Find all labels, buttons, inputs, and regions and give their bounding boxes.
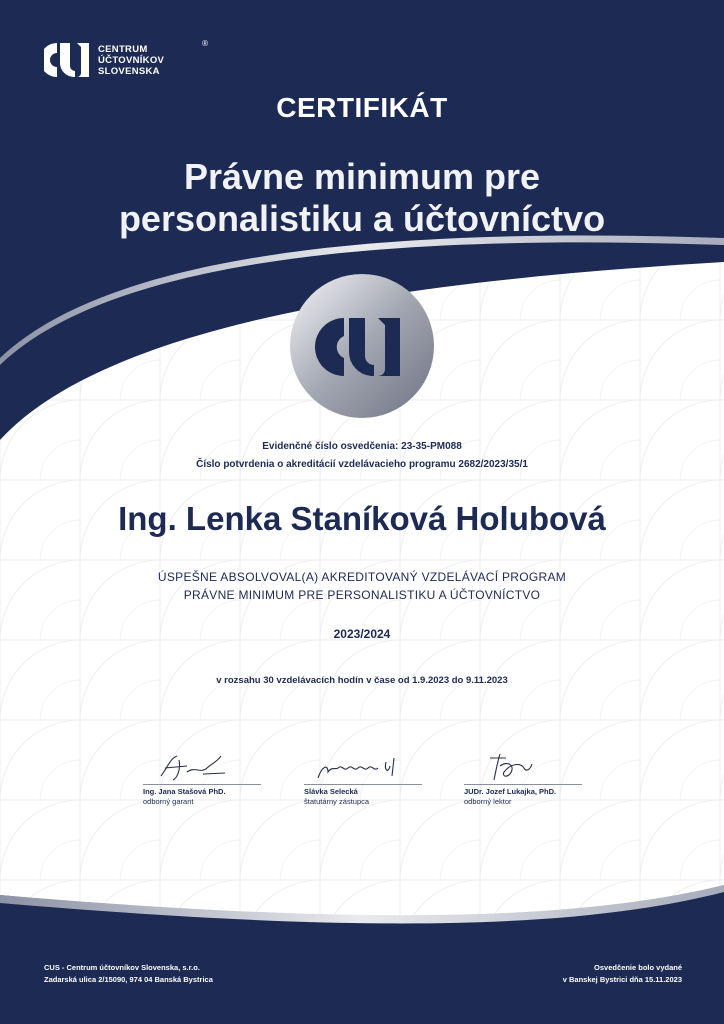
program-title-line: Právne minimum pre bbox=[183, 156, 541, 197]
certificate-title: CERTIFIKÁT bbox=[276, 92, 448, 123]
cus-monogram-icon bbox=[44, 42, 90, 78]
signature-line bbox=[464, 784, 582, 785]
registered-mark: ® bbox=[202, 38, 209, 48]
signature-line bbox=[143, 784, 261, 785]
completion-line: ÚSPEŠNE ABSOLVOVAL(A) AKREDITOVANÝ VZDELÁVACÍ PROGRAM bbox=[157, 570, 567, 584]
footer-line: CUS - Centrum účtovníkov Slovenska, s.r.o. bbox=[44, 963, 200, 972]
completion-line: PRÁVNE MINIMUM PRE PERSONALISTIKU A ÚČTOVNÍCTVO bbox=[183, 588, 541, 602]
accreditation-number: Číslo potvrdenia o akreditácií vzdelávacieho programu 2682/2023/35/1 bbox=[196, 459, 528, 470]
issue-place-date bbox=[563, 962, 682, 986]
completion-statement bbox=[0, 568, 724, 604]
recipient-name: Ing. Lenka Staníková Holubová bbox=[118, 500, 606, 537]
signature-line bbox=[304, 784, 422, 785]
brand-logo bbox=[44, 38, 209, 78]
handwritten-signature bbox=[304, 752, 414, 782]
signatory-role: odborný garant bbox=[143, 797, 194, 806]
signatory-name: JUDr. Jozef Lukajka, PhD. bbox=[464, 787, 557, 796]
cus-medal-emblem bbox=[288, 272, 436, 420]
handwritten-signature bbox=[464, 752, 574, 782]
handwritten-signature bbox=[143, 752, 253, 782]
signatory-role: odborný lektor bbox=[464, 797, 512, 806]
brand-line: ÚČTOVNÍKOV bbox=[98, 54, 165, 66]
signature-block-statutory bbox=[304, 752, 424, 806]
program-title-line: personalistiku a účtovníctvo bbox=[118, 198, 606, 239]
program-year: 2023/2024 bbox=[333, 627, 391, 641]
footer-line: Osvedčenie bolo vydané bbox=[594, 963, 682, 972]
brand-wordmark bbox=[98, 38, 209, 77]
program-title bbox=[0, 156, 724, 240]
brand-line: SLOVENSKA bbox=[98, 65, 160, 77]
brand-line: CENTRUM bbox=[98, 43, 148, 55]
footer-line: Zadarská ulica 2/15090, 974 04 Banská Bystrica bbox=[44, 975, 213, 984]
signatory-name: Slávka Selecká bbox=[304, 787, 358, 796]
signatory-name: Ing. Jana Stašová PhD. bbox=[143, 787, 226, 796]
signature-block-lector bbox=[464, 752, 584, 806]
signature-block-garant bbox=[143, 752, 263, 806]
signatory-role: štatutárny zástupca bbox=[304, 797, 370, 806]
registration-number: Evidenčné číslo osvedčenia: 23-35-PM088 bbox=[262, 441, 462, 452]
issuer-address bbox=[44, 962, 213, 986]
footer-line: v Banskej Bystrici dňa 15.11.2023 bbox=[562, 975, 682, 984]
program-scope: v rozsahu 30 vzdelávacích hodín v čase od 1.9.2023 do 9.11.2023 bbox=[216, 675, 508, 686]
